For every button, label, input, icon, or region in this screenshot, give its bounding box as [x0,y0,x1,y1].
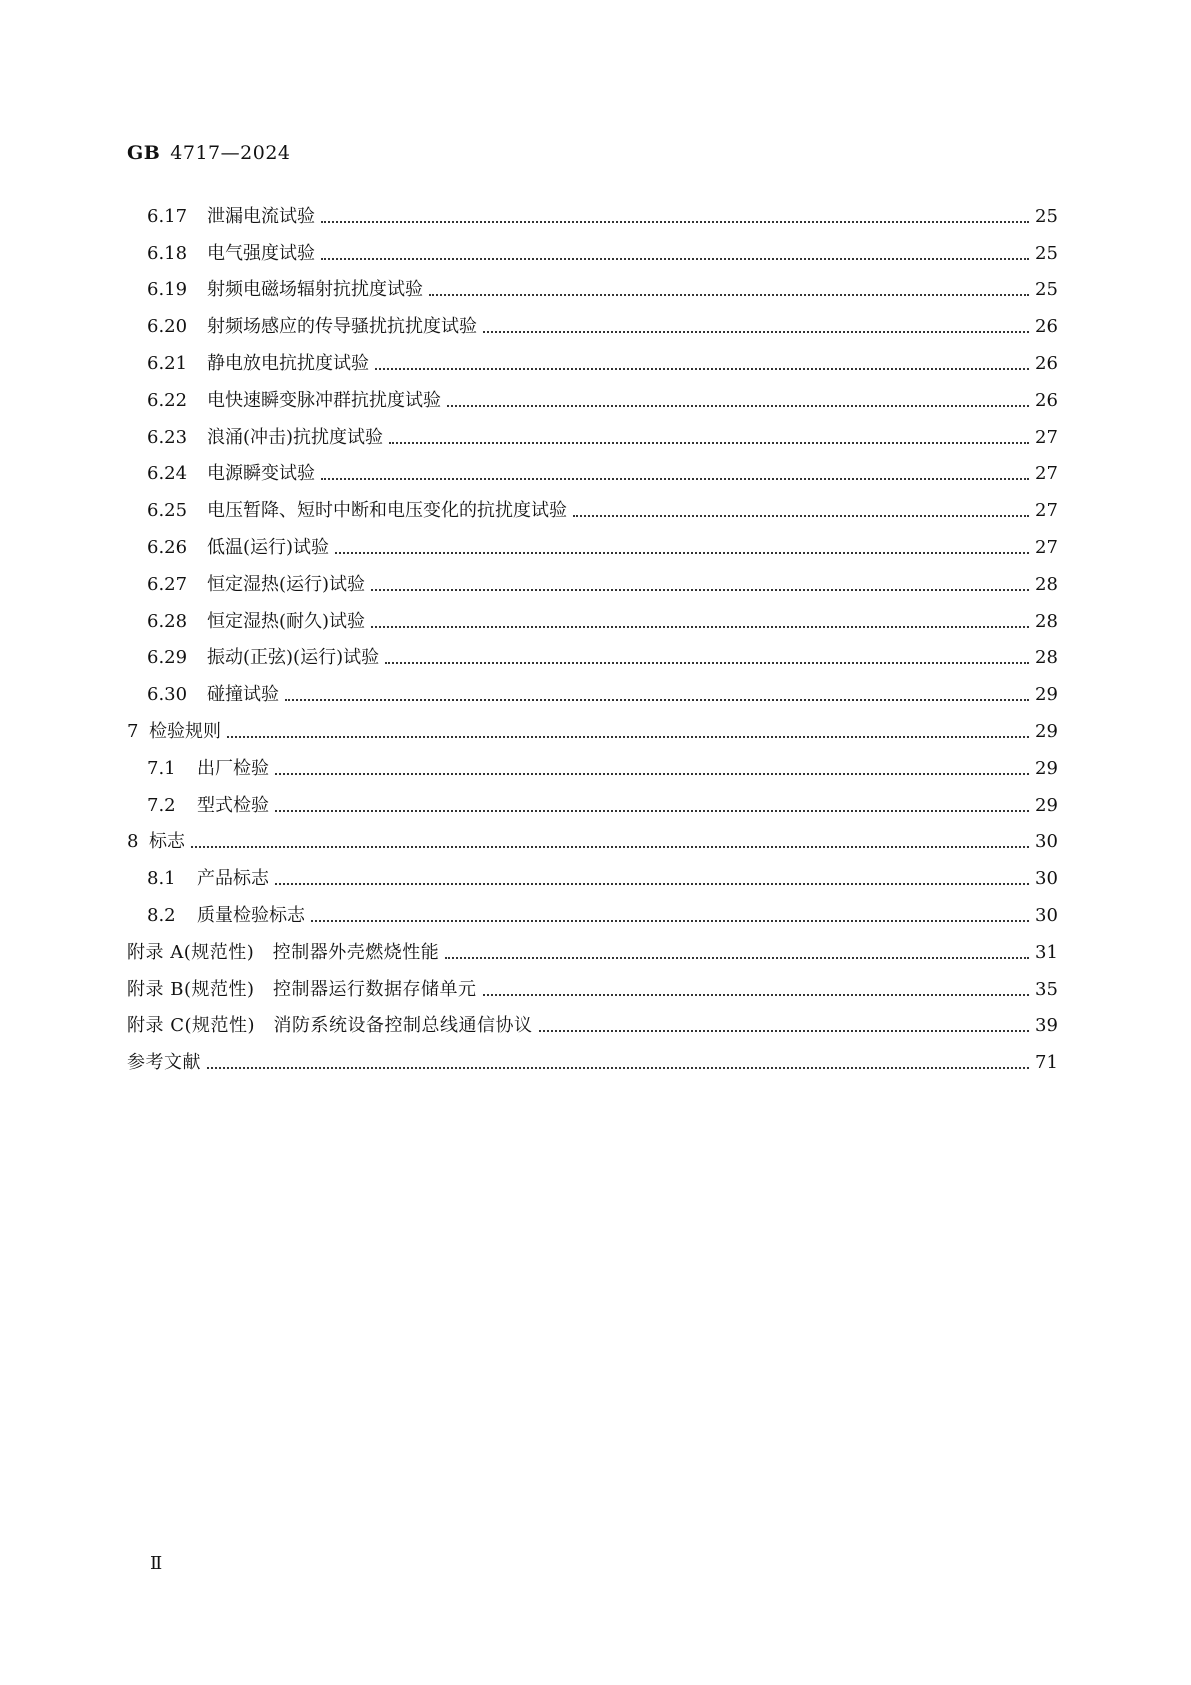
toc-title: 低温(运行)试验 [207,536,330,558]
toc-number: 6.28 [147,610,188,632]
toc-page: 27 [1035,500,1058,522]
table-of-contents [127,191,1057,1074]
toc-page: 28 [1035,647,1058,669]
toc-page: 35 [1035,978,1058,1000]
toc-number: 6.18 [147,242,188,264]
toc-leader [385,662,1029,664]
toc-number: 6.26 [147,536,188,558]
toc-number: 8 [127,831,139,853]
toc-leader [335,552,1029,554]
page-number-footer: Ⅱ [150,1553,163,1574]
toc-title: 恒定湿热(耐久)试验 [207,610,366,632]
toc-leader [447,405,1029,407]
toc-title: 射频场感应的传导骚扰抗扰度试验 [207,316,477,338]
toc-page: 26 [1035,316,1058,338]
toc-title: 出厂检验 [197,757,269,779]
toc-leader [539,1030,1029,1032]
toc-page: 29 [1035,757,1058,779]
toc-number: 6.19 [147,279,188,301]
toc-title: 静电放电抗扰度试验 [207,352,369,374]
toc-leader [191,846,1029,848]
toc-number: 6.17 [147,205,188,227]
toc-page: 27 [1035,536,1058,558]
toc-number: 6.29 [147,647,188,669]
toc-entry[interactable] [127,633,1057,670]
toc-page: 29 [1035,684,1058,706]
toc-title: 振动(正弦)(运行)试验 [207,647,380,669]
toc-page: 25 [1035,242,1058,264]
toc-page: 25 [1035,205,1058,227]
toc-title: 标志 [149,831,185,853]
toc-leader [429,294,1029,296]
toc-number: 6.24 [147,463,188,485]
toc-number: 8.2 [147,904,176,926]
toc-title: 质量检验标志 [197,904,305,926]
toc-title: 泄漏电流试验 [207,205,315,227]
document-header [127,142,291,164]
toc-entry[interactable] [127,706,1057,743]
toc-title: 型式检验 [197,794,269,816]
toc-entry[interactable] [127,485,1057,522]
toc-number: 6.21 [147,352,188,374]
toc-leader [483,994,1030,996]
toc-page: 26 [1035,389,1058,411]
toc-page: 31 [1035,941,1058,963]
toc-leader [445,957,1029,959]
toc-leader [311,920,1029,922]
toc-page: 30 [1035,868,1058,890]
toc-number: 6.25 [147,500,188,522]
toc-number: 7 [127,720,139,742]
toc-title: 附录 A(规范性) 控制器外壳燃烧性能 [127,941,440,963]
toc-page: 39 [1035,1015,1058,1037]
toc-leader [275,810,1029,812]
toc-page: 26 [1035,352,1058,374]
toc-number: 6.20 [147,316,188,338]
toc-entry[interactable] [127,412,1057,449]
toc-entry[interactable] [127,669,1057,706]
toc-page: 29 [1035,720,1058,742]
toc-leader [573,515,1029,517]
toc-entry-appendix-b[interactable] [127,964,1057,1001]
toc-number: 6.27 [147,573,188,595]
toc-title: 浪涌(冲击)抗扰度试验 [207,426,384,448]
toc-page: 25 [1035,279,1058,301]
toc-leader [321,478,1029,480]
toc-leader [207,1067,1029,1069]
toc-title: 电快速瞬变脉冲群抗扰度试验 [207,389,441,411]
toc-leader [285,699,1029,701]
toc-number: 6.23 [147,426,188,448]
toc-page: 27 [1035,426,1058,448]
standard-code: GB [127,142,161,164]
standard-number: 4717—2024 [170,142,291,164]
toc-title: 电压暂降、短时中断和电压变化的抗扰度试验 [207,500,567,522]
toc-title: 电源瞬变试验 [207,463,315,485]
toc-entry[interactable] [127,449,1057,486]
toc-number: 7.2 [147,794,176,816]
toc-title: 恒定湿热(运行)试验 [207,573,366,595]
toc-entry-appendix-c[interactable] [127,1001,1057,1038]
toc-leader [227,736,1029,738]
toc-entry[interactable] [127,596,1057,633]
toc-entry-appendix-a[interactable] [127,927,1057,964]
toc-page: 30 [1035,904,1058,926]
toc-title: 附录 B(规范性) 控制器运行数据存储单元 [127,978,477,1000]
toc-leader [375,368,1029,370]
toc-page: 71 [1035,1052,1058,1074]
toc-number: 7.1 [147,757,176,779]
toc-leader [371,589,1029,591]
toc-leader [321,221,1029,223]
toc-entry-references[interactable] [127,1037,1057,1074]
toc-title: 检验规则 [149,720,221,742]
toc-entry[interactable] [127,890,1057,927]
toc-leader [321,258,1029,260]
toc-entry[interactable] [127,265,1057,302]
toc-entry[interactable] [127,375,1057,412]
toc-entry[interactable] [127,338,1057,375]
toc-entry[interactable] [127,853,1057,890]
toc-title: 碰撞试验 [207,684,279,706]
toc-entry[interactable] [127,559,1057,596]
toc-page: 30 [1035,831,1058,853]
toc-page: 27 [1035,463,1058,485]
toc-entry[interactable] [127,301,1057,338]
toc-entry[interactable] [127,522,1057,559]
toc-title: 参考文献 [127,1052,201,1074]
toc-number: 6.30 [147,684,188,706]
toc-title: 射频电磁场辐射抗扰度试验 [207,279,423,301]
toc-number: 6.22 [147,389,188,411]
toc-leader [275,773,1029,775]
toc-number: 8.1 [147,868,176,890]
toc-title: 产品标志 [197,868,269,890]
toc-entry[interactable] [127,780,1057,817]
toc-entry[interactable] [127,817,1057,854]
toc-title: 电气强度试验 [207,242,315,264]
toc-leader [275,883,1029,885]
toc-entry[interactable] [127,191,1057,228]
toc-entry[interactable] [127,743,1057,780]
toc-leader [371,626,1029,628]
toc-entry[interactable] [127,228,1057,265]
toc-leader [389,442,1029,444]
toc-title: 附录 C(规范性) 消防系统设备控制总线通信协议 [127,1015,533,1037]
toc-page: 29 [1035,794,1058,816]
toc-leader [483,331,1029,333]
toc-page: 28 [1035,573,1058,595]
toc-page: 28 [1035,610,1058,632]
